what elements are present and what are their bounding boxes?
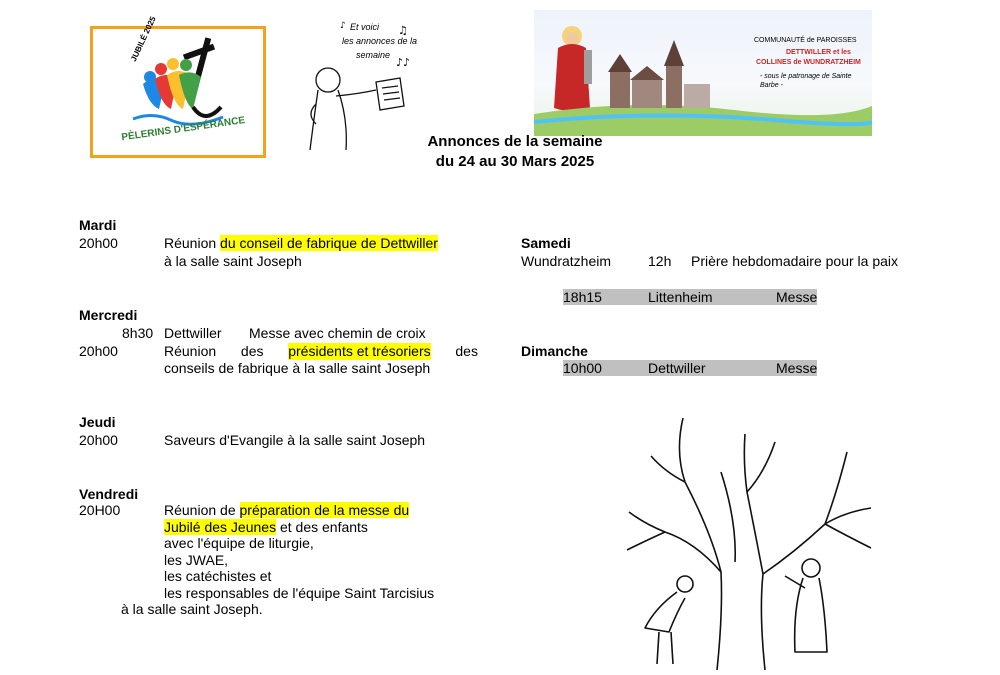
samedi-place-2: Littenheim xyxy=(648,289,713,305)
music-note-icon: ♪♪ xyxy=(396,56,411,69)
mercredi-event-1: Messe avec chemin de croix xyxy=(249,325,426,341)
mardi-line-1-text: Réunion xyxy=(164,235,221,251)
cartoon-caption-2: les annonces de la xyxy=(342,36,418,46)
mercredi-time-1: 8h30 xyxy=(122,325,154,341)
tree-drawing xyxy=(625,412,875,672)
day-vendredi: Vendredi xyxy=(79,486,139,502)
jeudi-event: Saveurs d'Evangile à la salle saint Joseph xyxy=(164,432,426,448)
mercredi-des-text: des xyxy=(240,343,264,359)
samedi-mass-row xyxy=(563,289,817,305)
banner-line-1: COMMUNAUTÉ de PAROISSES xyxy=(754,37,857,44)
vendredi-line-3: avec l'équipe de liturgie, xyxy=(164,535,314,551)
vendredi-time: 20H00 xyxy=(79,502,121,518)
page-title xyxy=(380,132,650,172)
vendredi-line-2 xyxy=(164,519,368,536)
mardi-line-2: à la salle saint Joseph xyxy=(164,253,302,269)
day-samedi: Samedi xyxy=(521,235,571,251)
samedi-event-2: Messe xyxy=(776,289,818,305)
day-mardi: Mardi xyxy=(79,217,117,233)
mardi-highlight: du conseil de fabrique de Dettwiller xyxy=(220,235,438,251)
vendredi-line-7: à la salle saint Joseph. xyxy=(121,601,263,617)
mercredi-des-text-2: des xyxy=(455,343,478,359)
mercredi-reunion-text: Réunion xyxy=(164,343,217,359)
samedi-place-1: Wundratzheim xyxy=(521,253,612,269)
logo-year-text: JUBILÉ 2025 xyxy=(129,15,158,63)
jeudi-time: 20h00 xyxy=(79,432,118,448)
banner-line-2: DETTWILLER et les xyxy=(786,49,851,56)
mercredi-line-1 xyxy=(164,343,478,360)
mercredi-place-1: Dettwiller xyxy=(164,325,222,341)
vendredi-highlight-2: Jubilé des Jeunes xyxy=(164,519,277,535)
jubilee-logo-graphic xyxy=(93,29,263,155)
music-note-icon: ♫ xyxy=(398,24,408,37)
mardi-line-1 xyxy=(164,235,438,252)
dimanche-mass-row xyxy=(563,360,817,376)
banner-line-3: COLLINES de WUNDRATZHEIM xyxy=(756,59,861,66)
cartoon-caption-1: Et voici xyxy=(350,22,380,32)
jubilee-logo xyxy=(90,15,266,158)
title-line-1: Annonces de la semaine xyxy=(427,133,603,150)
vendredi-line-1-text: Réunion de xyxy=(164,502,240,518)
music-note-icon: ♪ xyxy=(340,21,346,31)
dimanche-time: 10h00 xyxy=(563,360,602,376)
samedi-time-2: 18h15 xyxy=(563,289,602,305)
cartoon-caption-3: semaine xyxy=(356,50,391,60)
vendredi-line-5: les catéchistes et xyxy=(164,568,272,584)
vendredi-line-2-text: et des enfants xyxy=(276,519,368,535)
vendredi-line-6: les responsables de l'équipe Saint Tarcisius xyxy=(164,585,435,601)
mardi-time: 20h00 xyxy=(79,235,118,251)
vendredi-line-4: les JWAE, xyxy=(164,552,229,568)
vendredi-highlight-1: préparation de la messe du xyxy=(239,502,410,518)
title-line-2: du 24 au 30 Mars 2025 xyxy=(435,153,595,170)
mercredi-time-2: 20h00 xyxy=(79,343,118,359)
mercredi-highlight: présidents et trésoriers xyxy=(288,343,431,359)
samedi-time-1: 12h xyxy=(648,253,672,269)
day-mercredi: Mercredi xyxy=(79,307,138,323)
vendredi-line-1 xyxy=(164,502,409,519)
samedi-event-1: Prière hebdomadaire pour la paix xyxy=(691,253,899,269)
dimanche-event: Messe xyxy=(776,360,818,376)
logo-motto: PÈLERINS D'ESPÉRANCE xyxy=(120,115,246,144)
day-dimanche: Dimanche xyxy=(521,343,588,359)
tree-illustration xyxy=(625,412,875,672)
mercredi-line-2: conseils de fabrique à la salle saint Joseph xyxy=(164,360,431,376)
dimanche-place: Dettwiller xyxy=(648,360,706,376)
banner-line-4: - sous le patronage de Sainte Barbe - xyxy=(760,73,852,89)
parish-banner xyxy=(534,10,872,136)
day-jeudi: Jeudi xyxy=(79,414,116,430)
